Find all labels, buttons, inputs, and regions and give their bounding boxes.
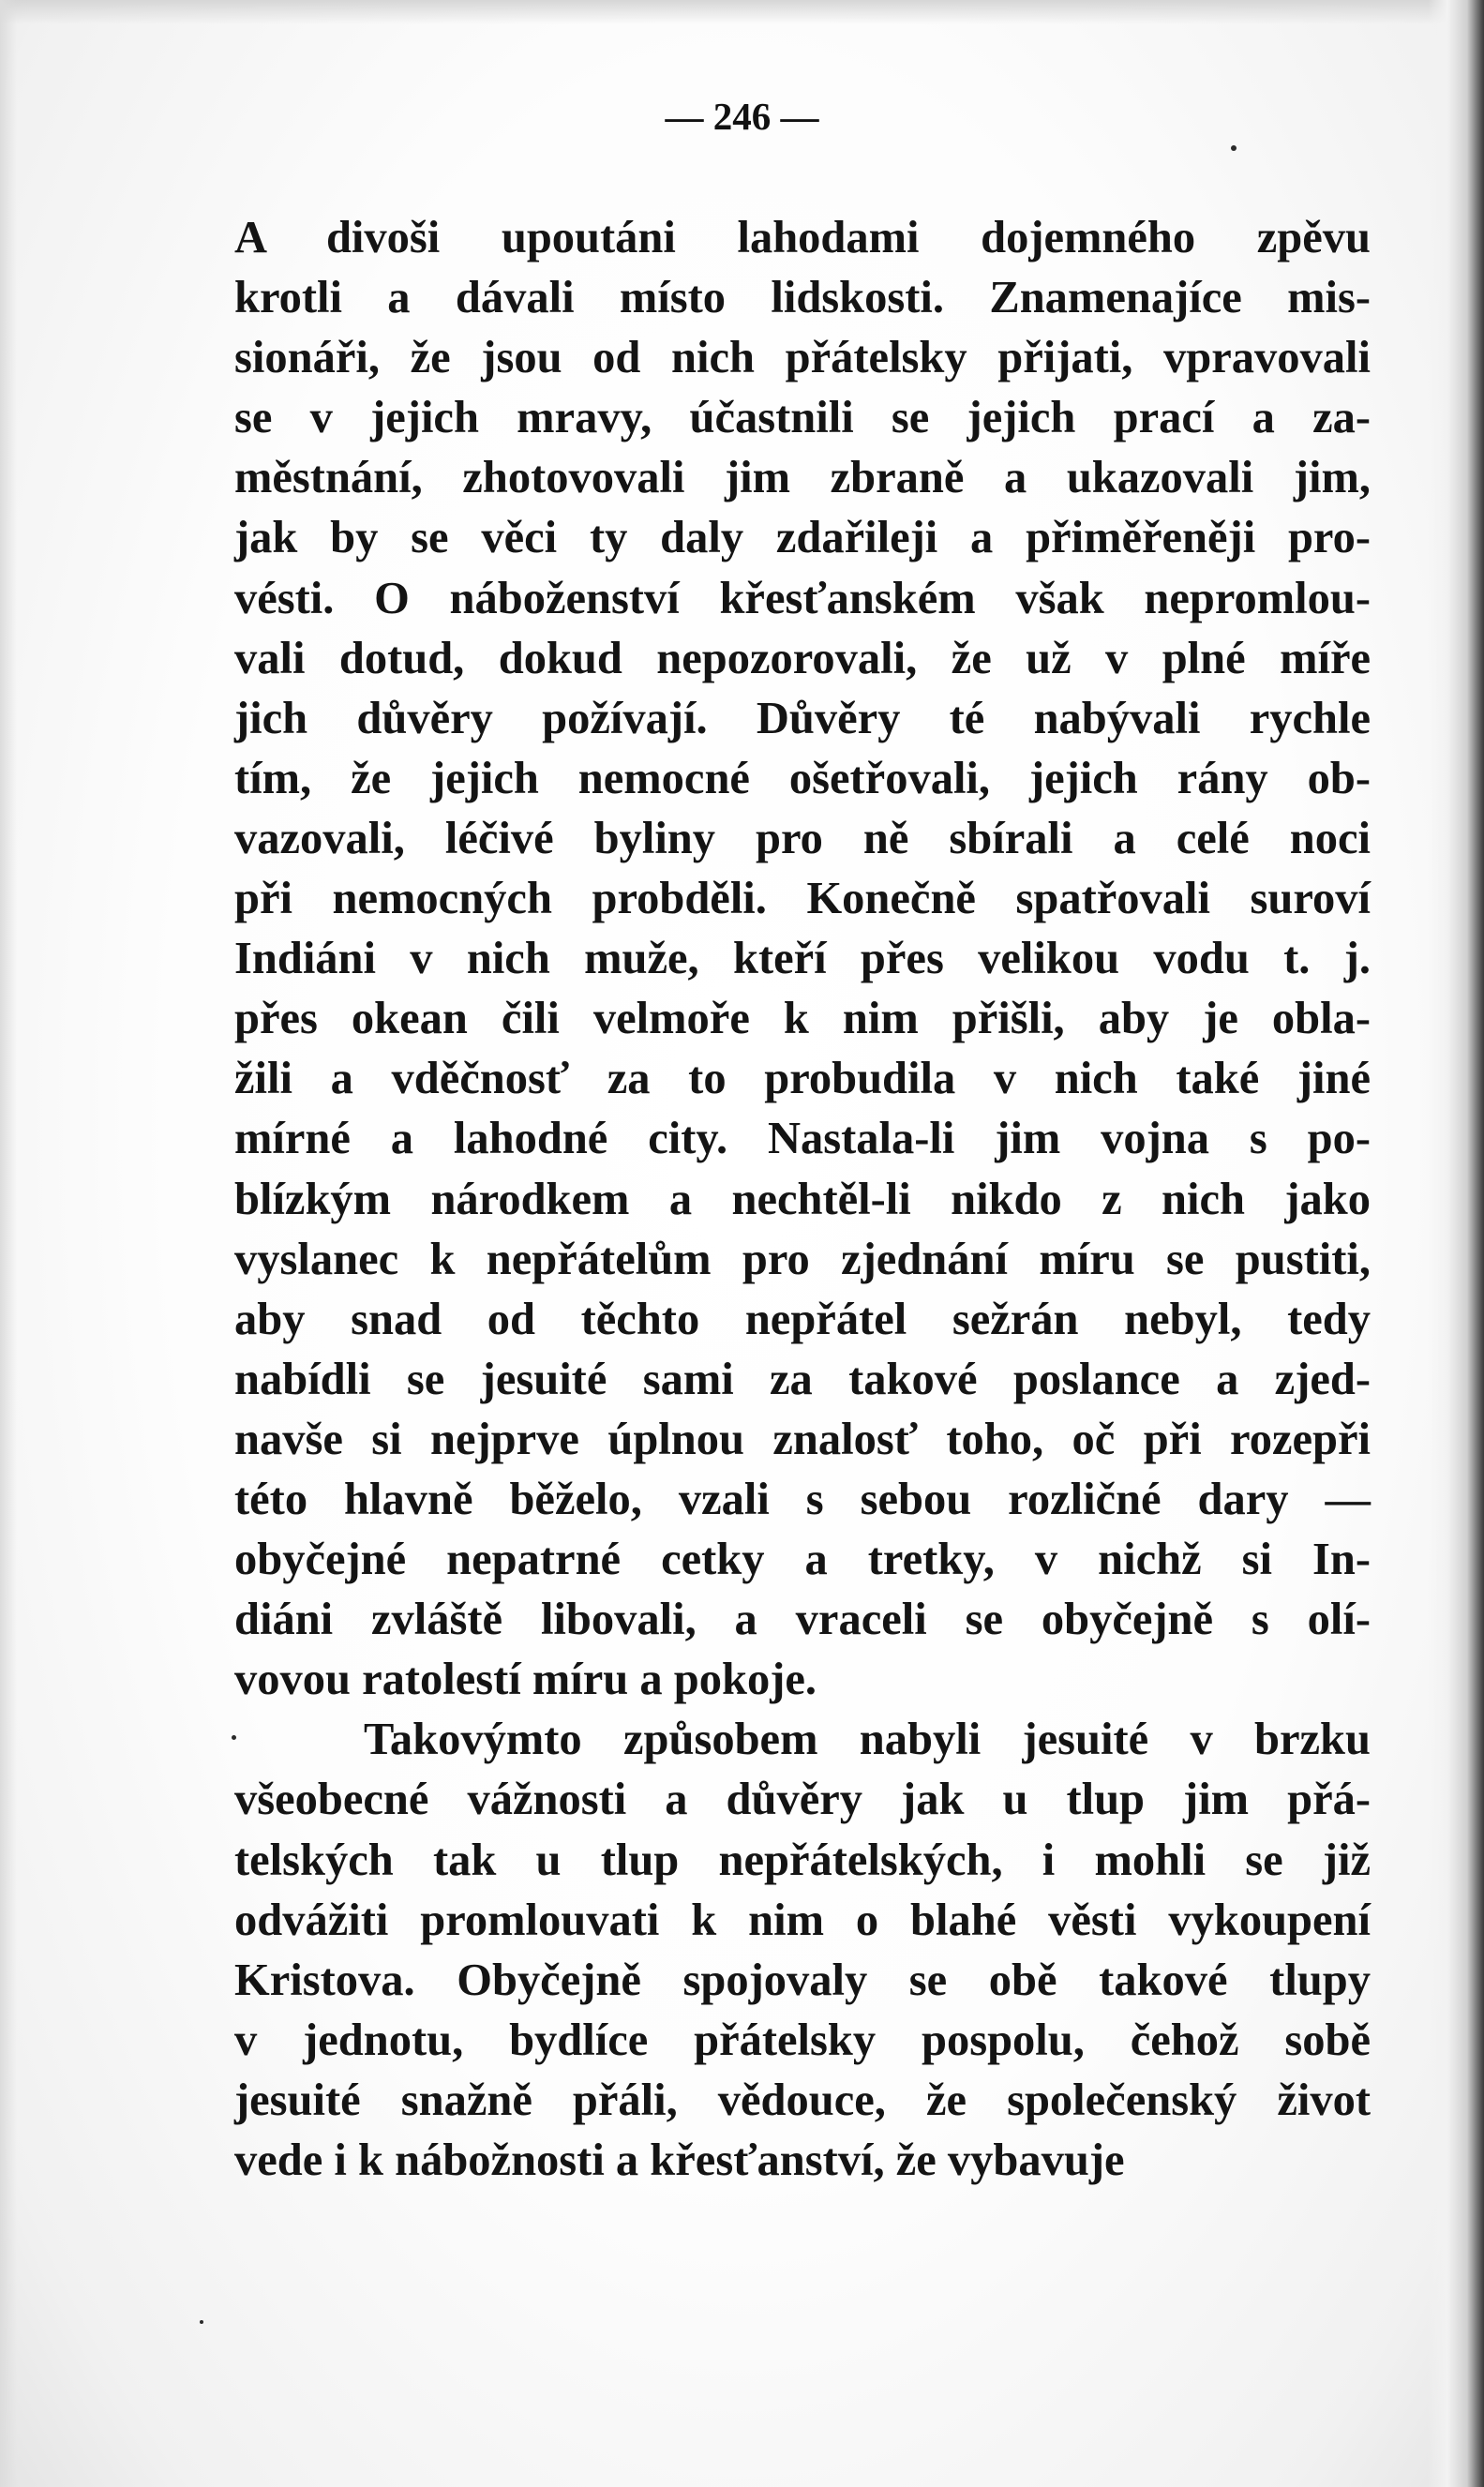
page-right-edge [1428, 0, 1484, 2487]
text-line: mírné a lahodné city. Nastala-li jim vojna s po- [234, 1114, 1371, 1164]
text-line: navše si nejprve úplnou znalosť toho, oč při rozepři [234, 1414, 1371, 1464]
dust-speck [1231, 145, 1237, 151]
text-line: v jednotu, bydlíce přátelsky pospolu, čehož sobě [234, 2015, 1371, 2065]
text-line: aby snad od těchto nepřátel sežrán nebyl, tedy [234, 1294, 1371, 1344]
text-line: jich důvěry požívají. Důvěry té nabývali rychle [234, 693, 1371, 743]
text-line: tím, že jejich nemocné ošetřovali, jejich rány ob- [234, 753, 1371, 803]
text-line: vede i k nábožnosti a křesťanství, že vybavuje [234, 2135, 1125, 2185]
text-line: Indiáni v nich muže, kteří přes velikou vodu t. j. [234, 934, 1371, 984]
dust-speck [200, 2320, 203, 2324]
text-line: Kristova. Obyčejně spojovaly se obě takové tlupy [234, 1955, 1371, 2005]
page-top-shadow [0, 0, 1484, 24]
text-line: vésti. O náboženství křesťanském však nepromlou- [234, 573, 1371, 623]
text-line: se v jejich mravy, účastnili se jejich prací a za- [234, 393, 1371, 443]
text-line: odvážiti promlouvati k nim o blahé věsti vykoupení [234, 1895, 1371, 1945]
text-line: vyslanec k nepřátelům pro zjednání míru se pustiti, [234, 1234, 1371, 1284]
text-line: Takovýmto způsobem nabyli jesuité v brzku [364, 1715, 1371, 1765]
paragraph [234, 1710, 1371, 2191]
text-line: vali dotud, dokud nepozorovali, že už v plné míře [234, 633, 1371, 683]
text-line: blízkým národkem a nechtěl-li nikdo z nich jako [234, 1174, 1371, 1224]
text-line: diáni zvláště libovali, a vraceli se obyčejně s olí- [234, 1595, 1371, 1645]
text-line: telských tak u tlup nepřátelských, i mohli se již [234, 1835, 1371, 1885]
text-line: krotli a dávali místo lidskosti. Znamenajíce mis- [234, 273, 1371, 323]
text-line: jesuité snažně přáli, vědouce, že společenský život [234, 2075, 1371, 2125]
text-line: nabídli se jesuité sami za takové poslance a zjed- [234, 1354, 1371, 1404]
page-left-shadow [0, 0, 17, 2487]
text-line: sionáři, že jsou od nich přátelsky přijati, vpravovali [234, 333, 1371, 383]
text-line: obyčejné nepatrné cetky a tretky, v nichž si In- [234, 1535, 1371, 1585]
text-line: vovou ratolestí míru a pokoje. [234, 1655, 817, 1705]
text-line: při nemocných probděli. Konečně spatřovali suroví [234, 874, 1371, 924]
text-line: všeobecné vážnosti a důvěry jak u tlup jim přá- [234, 1775, 1371, 1825]
body-text [234, 208, 1371, 2191]
text-line: jak by se věci ty daly zdařileji a přiměřeněji pro- [234, 513, 1371, 563]
paragraph [234, 208, 1371, 1710]
page-number: — 246 — [665, 95, 819, 138]
text-line: městnání, zhotovovali jim zbraně a ukazovali jim, [234, 453, 1371, 503]
text-line: vazovali, léčivé byliny pro ně sbírali a celé noci [234, 813, 1371, 863]
text-line: přes okean čili velmoře k nim přišli, aby je obla- [234, 994, 1371, 1044]
text-line: této hlavně běželo, vzali s sebou rozličné dary — [234, 1474, 1371, 1524]
text-line: A divoši upoutáni lahodami dojemného zpěvu [234, 213, 1371, 262]
text-line: žili a vděčnosť za to probudila v nich také jiné [234, 1054, 1371, 1104]
